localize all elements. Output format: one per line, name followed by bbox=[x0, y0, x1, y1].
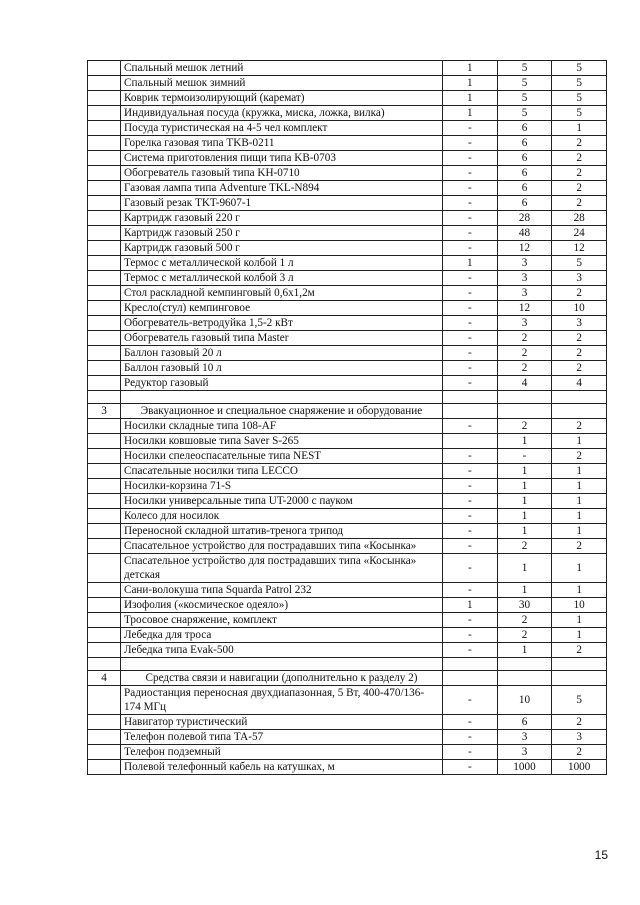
column-c-cell: 2 bbox=[552, 331, 607, 346]
table-row bbox=[88, 121, 607, 136]
item-name-cell: Лебедка для троса bbox=[121, 628, 443, 643]
column-a-cell: - bbox=[443, 166, 498, 181]
column-b-cell: 1 bbox=[497, 494, 552, 509]
column-c-cell: 1 bbox=[552, 613, 607, 628]
column-b-cell: 1 bbox=[497, 554, 552, 583]
column-c-cell: 1 bbox=[552, 524, 607, 539]
table-row bbox=[88, 241, 607, 256]
item-name-cell: Стол раскладной кемпинговый 0,6х1,2м bbox=[121, 286, 443, 301]
item-name-cell: Картридж газовый 220 г bbox=[121, 211, 443, 226]
column-a-cell: - bbox=[443, 121, 498, 136]
item-name-cell: Картридж газовый 250 г bbox=[121, 226, 443, 241]
item-name-cell: Обогреватель газовый типа KH-0710 bbox=[121, 166, 443, 181]
row-number-cell bbox=[88, 376, 121, 391]
column-a-cell: - bbox=[443, 361, 498, 376]
column-a-cell bbox=[443, 658, 498, 671]
item-name-cell: Термос с металлической колбой 3 л bbox=[121, 271, 443, 286]
column-b-cell: 5 bbox=[497, 76, 552, 91]
row-number-cell: 4 bbox=[88, 671, 121, 686]
column-a-cell: - bbox=[443, 286, 498, 301]
column-a-cell: - bbox=[443, 419, 498, 434]
column-b-cell: 12 bbox=[497, 241, 552, 256]
row-number-cell bbox=[88, 91, 121, 106]
row-number-cell bbox=[88, 391, 121, 404]
table-row bbox=[88, 286, 607, 301]
column-c-cell: 2 bbox=[552, 449, 607, 464]
item-name-cell: Обогреватель-ветродуйка 1,5-2 кВт bbox=[121, 316, 443, 331]
column-b-cell: 3 bbox=[497, 316, 552, 331]
column-c-cell: 2 bbox=[552, 346, 607, 361]
row-number-cell bbox=[88, 241, 121, 256]
column-a-cell: - bbox=[443, 554, 498, 583]
row-number-cell bbox=[88, 181, 121, 196]
column-c-cell: 3 bbox=[552, 730, 607, 745]
item-name-cell: Спасательные носилки типа LECCO bbox=[121, 464, 443, 479]
column-c-cell: 2 bbox=[552, 286, 607, 301]
row-number-cell bbox=[88, 643, 121, 658]
row-number-cell bbox=[88, 613, 121, 628]
table-row bbox=[88, 316, 607, 331]
column-a-cell bbox=[443, 434, 498, 449]
column-c-cell: 2 bbox=[552, 181, 607, 196]
column-a-cell: - bbox=[443, 760, 498, 775]
column-b-cell: 2 bbox=[497, 539, 552, 554]
item-name-cell: Лебедка типа Evak-500 bbox=[121, 643, 443, 658]
item-name-cell: Спасательное устройство для пострадавших типа «Косынка» детская bbox=[121, 554, 443, 583]
item-name-cell: Баллон газовый 10 л bbox=[121, 361, 443, 376]
row-number-cell bbox=[88, 76, 121, 91]
row-number-cell bbox=[88, 539, 121, 554]
column-a-cell: - bbox=[443, 745, 498, 760]
item-name-cell: Индивидуальная посуда (кружка, миска, ложка, вилка) bbox=[121, 106, 443, 121]
table-row bbox=[88, 494, 607, 509]
column-a-cell: 1 bbox=[443, 598, 498, 613]
column-b-cell bbox=[497, 671, 552, 686]
row-number-cell bbox=[88, 121, 121, 136]
row-number-cell bbox=[88, 434, 121, 449]
column-a-cell: - bbox=[443, 730, 498, 745]
item-name-cell: Переносной складной штатив-тренога трипод bbox=[121, 524, 443, 539]
row-number-cell bbox=[88, 658, 121, 671]
table-row bbox=[88, 151, 607, 166]
column-a-cell: - bbox=[443, 226, 498, 241]
column-a-cell: - bbox=[443, 301, 498, 316]
column-c-cell: 2 bbox=[552, 196, 607, 211]
item-name-cell: Коврик термоизолирующий (каремат) bbox=[121, 91, 443, 106]
column-a-cell: - bbox=[443, 715, 498, 730]
column-a-cell: - bbox=[443, 211, 498, 226]
row-number-cell bbox=[88, 598, 121, 613]
item-name-cell: Носилки универсальные типа UT-2000 с пауком bbox=[121, 494, 443, 509]
item-name-cell: Телефон подземный bbox=[121, 745, 443, 760]
column-b-cell: 6 bbox=[497, 715, 552, 730]
column-a-cell: - bbox=[443, 136, 498, 151]
table-row bbox=[88, 613, 607, 628]
row-number-cell bbox=[88, 226, 121, 241]
table-row bbox=[88, 76, 607, 91]
column-c-cell: 10 bbox=[552, 598, 607, 613]
table-row bbox=[88, 361, 607, 376]
column-b-cell bbox=[497, 658, 552, 671]
column-b-cell: 2 bbox=[497, 361, 552, 376]
column-b-cell: 48 bbox=[497, 226, 552, 241]
table-row bbox=[88, 196, 607, 211]
column-c-cell: 2 bbox=[552, 643, 607, 658]
table-row bbox=[88, 583, 607, 598]
page-number: 15 bbox=[594, 848, 608, 862]
column-c-cell: 2 bbox=[552, 361, 607, 376]
column-c-cell: 1000 bbox=[552, 760, 607, 775]
item-name-cell: Спальный мешок летний bbox=[121, 61, 443, 76]
row-number-cell bbox=[88, 628, 121, 643]
column-c-cell: 2 bbox=[552, 151, 607, 166]
column-c-cell: 2 bbox=[552, 715, 607, 730]
column-b-cell: 28 bbox=[497, 211, 552, 226]
item-name-cell: Картридж газовый 500 г bbox=[121, 241, 443, 256]
column-a-cell: - bbox=[443, 583, 498, 598]
table-row bbox=[88, 760, 607, 775]
table-row bbox=[88, 628, 607, 643]
row-number-cell bbox=[88, 686, 121, 715]
section-header-row bbox=[88, 404, 607, 419]
column-c-cell: 5 bbox=[552, 256, 607, 271]
item-name-cell: Сани-волокуша типа Squarda Patrol 232 bbox=[121, 583, 443, 598]
row-number-cell bbox=[88, 256, 121, 271]
column-b-cell: 2 bbox=[497, 628, 552, 643]
row-number-cell bbox=[88, 479, 121, 494]
column-a-cell: - bbox=[443, 539, 498, 554]
column-a-cell: - bbox=[443, 464, 498, 479]
column-b-cell: 10 bbox=[497, 686, 552, 715]
column-a-cell bbox=[443, 671, 498, 686]
column-b-cell: 1 bbox=[497, 509, 552, 524]
table-row bbox=[88, 166, 607, 181]
row-number-cell: 3 bbox=[88, 404, 121, 419]
spacer-row bbox=[88, 391, 607, 404]
column-b-cell: 6 bbox=[497, 181, 552, 196]
column-a-cell: - bbox=[443, 509, 498, 524]
table-row bbox=[88, 91, 607, 106]
spacer-row bbox=[88, 658, 607, 671]
item-name-cell: Полевой телефонный кабель на катушках, м bbox=[121, 760, 443, 775]
row-number-cell bbox=[88, 136, 121, 151]
table-row bbox=[88, 301, 607, 316]
column-c-cell: 2 bbox=[552, 136, 607, 151]
item-name-cell: Система приготовления пищи типа KB-0703 bbox=[121, 151, 443, 166]
row-number-cell bbox=[88, 361, 121, 376]
table-row bbox=[88, 715, 607, 730]
table-row bbox=[88, 226, 607, 241]
column-b-cell: 2 bbox=[497, 419, 552, 434]
column-c-cell bbox=[552, 404, 607, 419]
column-a-cell: 1 bbox=[443, 91, 498, 106]
column-c-cell: 1 bbox=[552, 509, 607, 524]
column-c-cell: 1 bbox=[552, 628, 607, 643]
table-row bbox=[88, 539, 607, 554]
column-c-cell: 1 bbox=[552, 554, 607, 583]
item-name-cell: Носилки-корзина 71-S bbox=[121, 479, 443, 494]
item-name-cell: Редуктор газовый bbox=[121, 376, 443, 391]
row-number-cell bbox=[88, 494, 121, 509]
column-b-cell: 30 bbox=[497, 598, 552, 613]
row-number-cell bbox=[88, 331, 121, 346]
row-number-cell bbox=[88, 509, 121, 524]
column-a-cell: - bbox=[443, 628, 498, 643]
item-name-cell: Носилки складные типа 108-AF bbox=[121, 419, 443, 434]
table-row bbox=[88, 509, 607, 524]
item-name-cell: Посуда туристическая на 4-5 чел комплект bbox=[121, 121, 443, 136]
item-name-cell: Колесо для носилок bbox=[121, 509, 443, 524]
table-row bbox=[88, 524, 607, 539]
column-a-cell: - bbox=[443, 331, 498, 346]
column-a-cell: - bbox=[443, 196, 498, 211]
column-c-cell: 2 bbox=[552, 419, 607, 434]
column-a-cell bbox=[443, 404, 498, 419]
row-number-cell bbox=[88, 151, 121, 166]
column-b-cell: 3 bbox=[497, 286, 552, 301]
column-b-cell: 2 bbox=[497, 331, 552, 346]
row-number-cell bbox=[88, 196, 121, 211]
section-header-row bbox=[88, 671, 607, 686]
row-number-cell bbox=[88, 554, 121, 583]
item-name-cell: Навигатор туристический bbox=[121, 715, 443, 730]
column-a-cell: - bbox=[443, 316, 498, 331]
column-c-cell bbox=[552, 671, 607, 686]
column-a-cell: 1 bbox=[443, 61, 498, 76]
table-row bbox=[88, 181, 607, 196]
table-row bbox=[88, 271, 607, 286]
item-name-cell: Кресло(стул) кемпинговое bbox=[121, 301, 443, 316]
item-name-cell bbox=[121, 658, 443, 671]
item-name-cell: Термос с металлической колбой 1 л bbox=[121, 256, 443, 271]
table-row bbox=[88, 479, 607, 494]
row-number-cell bbox=[88, 271, 121, 286]
row-number-cell bbox=[88, 419, 121, 434]
item-name-cell: Баллон газовый 20 л bbox=[121, 346, 443, 361]
table-row bbox=[88, 464, 607, 479]
table-body bbox=[88, 61, 607, 775]
column-c-cell bbox=[552, 391, 607, 404]
row-number-cell bbox=[88, 449, 121, 464]
column-c-cell: 5 bbox=[552, 76, 607, 91]
column-a-cell: - bbox=[443, 346, 498, 361]
column-a-cell: - bbox=[443, 479, 498, 494]
column-b-cell: 6 bbox=[497, 136, 552, 151]
column-a-cell: 1 bbox=[443, 106, 498, 121]
column-c-cell: 1 bbox=[552, 434, 607, 449]
table-row bbox=[88, 449, 607, 464]
item-name-cell: Эвакуационное и специальное снаряжение и оборудование bbox=[121, 404, 443, 419]
item-name-cell: Телефон полевой типа ТА-57 bbox=[121, 730, 443, 745]
column-c-cell bbox=[552, 658, 607, 671]
column-b-cell bbox=[497, 391, 552, 404]
table-row bbox=[88, 136, 607, 151]
item-name-cell: Спальный мешок зимний bbox=[121, 76, 443, 91]
column-b-cell: 6 bbox=[497, 166, 552, 181]
column-a-cell: 1 bbox=[443, 76, 498, 91]
column-b-cell: 12 bbox=[497, 301, 552, 316]
equipment-table bbox=[87, 60, 607, 775]
column-c-cell: 3 bbox=[552, 271, 607, 286]
column-b-cell: 1 bbox=[497, 643, 552, 658]
column-b-cell: 3 bbox=[497, 256, 552, 271]
table-row bbox=[88, 346, 607, 361]
item-name-cell: Средства связи и навигации (дополнительно к разделу 2) bbox=[121, 671, 443, 686]
column-b-cell: 6 bbox=[497, 121, 552, 136]
item-name-cell: Газовый резак TKT-9607-1 bbox=[121, 196, 443, 211]
column-b-cell: - bbox=[497, 449, 552, 464]
table-row bbox=[88, 106, 607, 121]
table-row bbox=[88, 598, 607, 613]
column-a-cell: - bbox=[443, 613, 498, 628]
item-name-cell: Носилки спелеоспасательные типа NEST bbox=[121, 449, 443, 464]
table-row bbox=[88, 730, 607, 745]
column-c-cell: 1 bbox=[552, 121, 607, 136]
item-name-cell: Изофолия («космическое одеяло») bbox=[121, 598, 443, 613]
column-a-cell: 1 bbox=[443, 256, 498, 271]
column-b-cell: 1000 bbox=[497, 760, 552, 775]
column-b-cell: 4 bbox=[497, 376, 552, 391]
table-row bbox=[88, 419, 607, 434]
table-row bbox=[88, 745, 607, 760]
column-c-cell: 2 bbox=[552, 745, 607, 760]
column-a-cell: - bbox=[443, 271, 498, 286]
column-c-cell: 3 bbox=[552, 316, 607, 331]
row-number-cell bbox=[88, 524, 121, 539]
row-number-cell bbox=[88, 745, 121, 760]
item-name-cell: Горелка газовая типа TKB-0211 bbox=[121, 136, 443, 151]
column-a-cell: - bbox=[443, 181, 498, 196]
row-number-cell bbox=[88, 61, 121, 76]
table-row bbox=[88, 211, 607, 226]
item-name-cell: Тросовое снаряжение, комплект bbox=[121, 613, 443, 628]
column-a-cell: - bbox=[443, 241, 498, 256]
column-b-cell: 3 bbox=[497, 271, 552, 286]
column-a-cell: - bbox=[443, 494, 498, 509]
column-b-cell: 5 bbox=[497, 61, 552, 76]
table-row bbox=[88, 331, 607, 346]
table-row bbox=[88, 376, 607, 391]
row-number-cell bbox=[88, 346, 121, 361]
row-number-cell bbox=[88, 730, 121, 745]
column-c-cell: 1 bbox=[552, 464, 607, 479]
column-b-cell: 6 bbox=[497, 151, 552, 166]
column-c-cell: 5 bbox=[552, 106, 607, 121]
column-c-cell: 12 bbox=[552, 241, 607, 256]
column-c-cell: 5 bbox=[552, 91, 607, 106]
table-row bbox=[88, 686, 607, 715]
column-a-cell: - bbox=[443, 449, 498, 464]
column-c-cell: 1 bbox=[552, 583, 607, 598]
table-row bbox=[88, 643, 607, 658]
column-b-cell: 5 bbox=[497, 106, 552, 121]
column-b-cell: 1 bbox=[497, 583, 552, 598]
column-a-cell: - bbox=[443, 643, 498, 658]
column-c-cell: 5 bbox=[552, 61, 607, 76]
item-name-cell: Спасательное устройство для пострадавших типа «Косынка» bbox=[121, 539, 443, 554]
column-a-cell: - bbox=[443, 376, 498, 391]
column-c-cell: 2 bbox=[552, 166, 607, 181]
row-number-cell bbox=[88, 583, 121, 598]
column-c-cell: 5 bbox=[552, 686, 607, 715]
column-a-cell: - bbox=[443, 524, 498, 539]
column-b-cell bbox=[497, 404, 552, 419]
column-a-cell: - bbox=[443, 686, 498, 715]
column-b-cell: 3 bbox=[497, 745, 552, 760]
column-b-cell: 5 bbox=[497, 91, 552, 106]
column-c-cell: 1 bbox=[552, 494, 607, 509]
column-a-cell: - bbox=[443, 151, 498, 166]
column-c-cell: 2 bbox=[552, 539, 607, 554]
column-c-cell: 4 bbox=[552, 376, 607, 391]
item-name-cell bbox=[121, 391, 443, 404]
column-a-cell bbox=[443, 391, 498, 404]
column-b-cell: 2 bbox=[497, 613, 552, 628]
column-b-cell: 1 bbox=[497, 434, 552, 449]
row-number-cell bbox=[88, 211, 121, 226]
row-number-cell bbox=[88, 715, 121, 730]
column-b-cell: 1 bbox=[497, 479, 552, 494]
column-c-cell: 24 bbox=[552, 226, 607, 241]
row-number-cell bbox=[88, 286, 121, 301]
row-number-cell bbox=[88, 760, 121, 775]
column-b-cell: 2 bbox=[497, 346, 552, 361]
column-c-cell: 28 bbox=[552, 211, 607, 226]
row-number-cell bbox=[88, 464, 121, 479]
item-name-cell: Носилки ковшовые типа Saver S-265 bbox=[121, 434, 443, 449]
column-b-cell: 3 bbox=[497, 730, 552, 745]
row-number-cell bbox=[88, 316, 121, 331]
table-row bbox=[88, 61, 607, 76]
column-c-cell: 10 bbox=[552, 301, 607, 316]
column-b-cell: 1 bbox=[497, 464, 552, 479]
column-b-cell: 6 bbox=[497, 196, 552, 211]
table-row bbox=[88, 554, 607, 583]
column-c-cell: 1 bbox=[552, 479, 607, 494]
column-b-cell: 1 bbox=[497, 524, 552, 539]
item-name-cell: Обогреватель газовый типа Master bbox=[121, 331, 443, 346]
item-name-cell: Газовая лампа типа Adventure TKL-N894 bbox=[121, 181, 443, 196]
table-row bbox=[88, 256, 607, 271]
row-number-cell bbox=[88, 106, 121, 121]
item-name-cell: Радиостанция переносная двухдиапазонная, 5 Вт, 400-470/136-174 МГц bbox=[121, 686, 443, 715]
row-number-cell bbox=[88, 301, 121, 316]
row-number-cell bbox=[88, 166, 121, 181]
table-row bbox=[88, 434, 607, 449]
